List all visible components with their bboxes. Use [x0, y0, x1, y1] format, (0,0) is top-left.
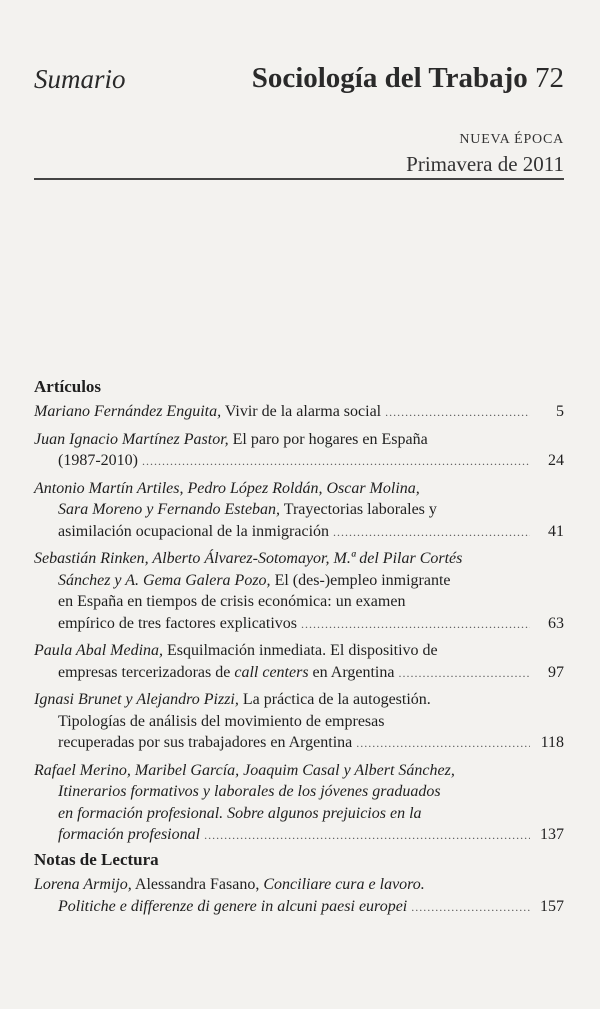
toc-entry — [34, 874, 564, 918]
toc-entry-line — [34, 689, 564, 711]
toc-entry-line — [34, 803, 564, 825]
toc-entry-line — [34, 478, 564, 500]
toc-entry — [34, 401, 564, 424]
toc-entry-line — [34, 521, 564, 544]
toc-entry-line — [34, 613, 564, 636]
leader-dots — [204, 825, 530, 847]
page-number: 63 — [548, 614, 564, 632]
toc-entry-line — [34, 781, 564, 803]
articles-list — [34, 401, 564, 847]
toc-entry-text: Sebastián Rinken, Alberto Álvarez-Sotomayor, M.ª del Pilar Cortés — [34, 550, 463, 567]
toc-entry-text: Tipologías de análisis del movimiento de empresas — [58, 712, 385, 730]
notes-list — [34, 874, 564, 918]
toc-entry — [34, 640, 564, 684]
toc-entry-line — [34, 401, 564, 424]
toc-entry-text: en formación profesional. Sobre algunos prejuicios en la — [58, 804, 422, 822]
page-number: 97 — [548, 663, 564, 681]
toc-entry-line — [34, 824, 564, 847]
toc-entry-line — [34, 711, 564, 733]
toc-entry-text: Ignasi Brunet y Alejandro Pizzi, La práctica de la autogestión. — [34, 691, 431, 708]
header-rule — [34, 178, 564, 180]
journal-number: 72 — [535, 62, 564, 94]
toc-entry-line — [34, 896, 564, 919]
notes-section-title: Notas de Lectura — [34, 850, 159, 869]
toc-entry-line — [34, 570, 564, 592]
page-number: 5 — [556, 403, 564, 420]
toc-entry — [34, 478, 564, 544]
toc-entry-text: formación profesional — [58, 826, 201, 843]
leader-dots — [385, 402, 530, 424]
toc-entry-line — [34, 591, 564, 613]
toc-entry-text: Itinerarios formativos y laborales de los jóvenes graduados — [58, 783, 441, 800]
toc-entry-text: (1987-2010) — [58, 452, 138, 469]
page-number: 157 — [540, 897, 564, 915]
toc-entry-text: Lorena Armijo, Alessandra Fasano, Conciliare cura e lavoro. — [34, 876, 425, 893]
toc-entry-line — [34, 429, 564, 451]
articles-section — [34, 377, 564, 852]
journal-name: Sociología del Trabajo — [251, 62, 528, 94]
journal-title — [252, 62, 564, 95]
notes-section — [34, 850, 564, 923]
toc-entry-text: Paula Abal Medina, Esquilmación inmediata. El dispositivo de — [34, 642, 438, 659]
leader-dots — [301, 614, 530, 636]
leader-dots — [333, 522, 530, 544]
sumario-label: Sumario — [34, 64, 126, 94]
toc-entry — [34, 760, 564, 847]
toc-entry-line — [34, 499, 564, 521]
toc-entry-line — [34, 732, 564, 755]
toc-entry-line — [34, 548, 564, 570]
toc-entry — [34, 548, 564, 635]
toc-entry — [34, 429, 564, 473]
page-number: 41 — [548, 522, 564, 540]
toc-entry-line — [34, 662, 564, 685]
toc-entry-text: Antonio Martín Artiles, Pedro López Roldán, Oscar Molina, — [34, 479, 420, 497]
toc-entry-text: en España en tiempos de crisis económica: un examen — [58, 593, 406, 610]
toc-entry-text: Mariano Fernández Enguita, Vivir de la alarma social — [34, 403, 382, 420]
page-number: 137 — [540, 826, 564, 843]
leader-dots — [411, 897, 530, 919]
series-label: NUEVA ÉPOCA — [459, 132, 564, 147]
toc-entry-line — [34, 640, 564, 662]
toc-entry-line — [34, 760, 564, 782]
season-label: Primavera de 2011 — [406, 152, 564, 176]
toc-entry-line — [34, 874, 564, 896]
toc-entry-text: asimilación ocupacional de la inmigración — [58, 522, 330, 540]
toc-entry-text: Juan Ignacio Martínez Pastor, El paro por hogares en España — [34, 430, 428, 448]
leader-dots — [398, 663, 530, 685]
toc-entry-text: Sánchez y A. Gema Galera Pozo, El (des-)empleo inmigrante — [58, 571, 451, 589]
page-number: 118 — [540, 734, 564, 751]
toc-entry-text: Sara Moreno y Fernando Esteban, Trayectorias laborales y — [58, 501, 437, 518]
leader-dots — [142, 451, 530, 473]
toc-entry-line — [34, 450, 564, 473]
toc-entry-text: empresas tercerizadoras de call centers en Argentina — [58, 663, 395, 681]
articles-section-title: Artículos — [34, 377, 102, 396]
toc-entry-text: recuperadas por sus trabajadores en Argentina — [58, 734, 353, 751]
toc-entry-text: empírico de tres factores explicativos — [58, 614, 298, 632]
toc-entry-text: Rafael Merino, Maribel García, Joaquim Casal y Albert Sánchez, — [34, 761, 455, 779]
leader-dots — [356, 733, 530, 755]
toc-entry-text: Politiche e differenze di genere in alcuni paesi europei — [58, 897, 408, 915]
toc-entry — [34, 689, 564, 755]
page-number: 24 — [548, 452, 564, 469]
